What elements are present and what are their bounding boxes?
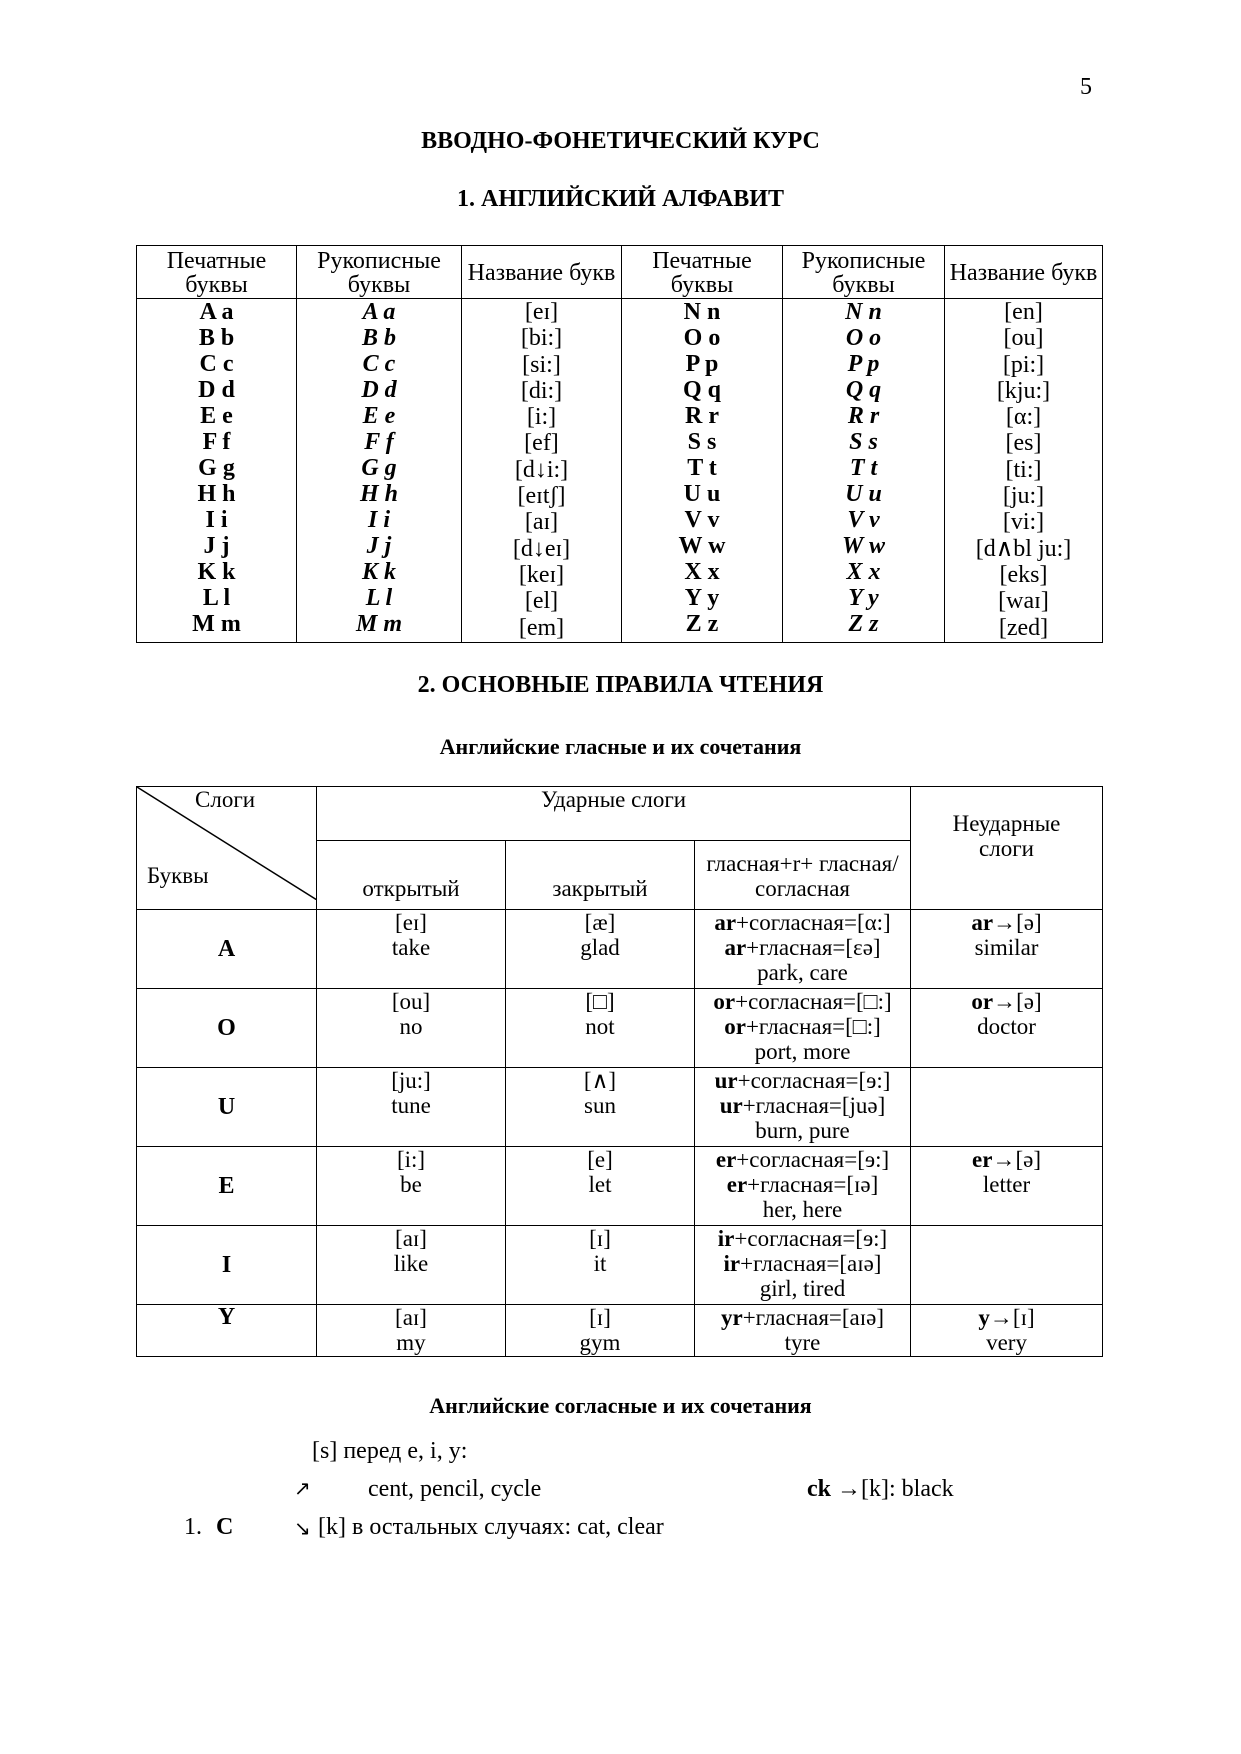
alphabet-body-row: [137, 299, 1103, 643]
alphabet-handwritten-cell: Z z: [848, 611, 879, 637]
alphabet-handwritten-cell: G g: [361, 455, 397, 481]
alphabet-name-cell: [d∧bl ju:]: [975, 535, 1072, 562]
r-key: er: [715, 1147, 737, 1172]
ck-rest: →[k]: black: [831, 1476, 954, 1502]
alphabet-handwritten-cell: S s: [849, 429, 878, 455]
alphabet-printed-cell: N n: [683, 299, 721, 325]
alphabet-handwritten-cell: P p: [847, 351, 880, 377]
unstressed-key: er: [972, 1147, 993, 1172]
s-examples: cent, pencil, cycle: [368, 1476, 542, 1502]
open-header: открытый: [317, 841, 506, 910]
vowel-row: [137, 910, 1103, 989]
r-rest: +согласная=[α:]: [736, 910, 891, 935]
open-ipa: [eɪ]: [395, 910, 427, 935]
alphabet-name-cell: [kju:]: [996, 377, 1051, 404]
letters-label: Буквы: [147, 863, 209, 888]
unstressed-header: Неударные слоги: [911, 787, 1103, 910]
open-syllable-cell: [317, 1147, 506, 1226]
name-column-left: [462, 299, 622, 643]
unstressed-word: letter: [982, 1172, 1031, 1197]
r-examples: girl, tired: [759, 1276, 846, 1301]
r-key: ar: [714, 910, 737, 935]
r-examples: park, care: [757, 960, 848, 985]
closed-syllable-cell: [506, 989, 695, 1068]
open-word: take: [391, 935, 431, 960]
alphabet-printed-cell: X x: [684, 559, 720, 585]
open-word: tune: [391, 1093, 431, 1118]
header-handwritten: Рукописные буквы: [297, 246, 462, 299]
r-rule-1: [695, 1068, 910, 1093]
r-key: ar: [724, 935, 747, 960]
consonants-subtitle: Английские согласные и их сочетания: [429, 1393, 812, 1418]
alphabet-printed-cell: J j: [203, 533, 230, 559]
unstressed-cell: [911, 1068, 1103, 1147]
header-handwritten-2: Рукописные буквы: [783, 246, 945, 299]
alphabet-printed-cell: U u: [683, 481, 721, 507]
alphabet-handwritten-cell: O o: [845, 325, 882, 351]
r-rest: +гласная=[εə]: [746, 935, 881, 960]
ck-key: ck: [807, 1476, 831, 1502]
open-word: no: [399, 1014, 423, 1039]
vowel-letter: E: [137, 1147, 317, 1226]
alphabet-handwritten-cell: E e: [362, 403, 396, 429]
alphabet-name-cell: [eɪ]: [524, 299, 559, 325]
alphabet-printed-cell: Z z: [685, 611, 719, 637]
alphabet-printed-cell: W w: [678, 533, 726, 559]
vowel-row: [137, 1147, 1103, 1226]
alphabet-name-cell: [eɪtʃ]: [517, 483, 566, 510]
alphabet-handwritten-cell: J j: [366, 533, 392, 559]
unstressed-cell: [911, 1305, 1103, 1357]
r-syllable-cell: [695, 989, 911, 1068]
alphabet-name-cell: [ou]: [1003, 325, 1044, 352]
vowel-row: [137, 1068, 1103, 1147]
closed-ipa: [□]: [585, 989, 615, 1014]
alphabet-printed-cell: D d: [198, 377, 235, 403]
closed-syllable-cell: [506, 1305, 695, 1357]
r-rest: +гласная=[□:]: [745, 1014, 881, 1039]
open-syllable-cell: [317, 1226, 506, 1305]
header-printed: Печатные буквы: [137, 246, 297, 299]
open-syllable-cell: [317, 910, 506, 989]
r-rest: +согласная=[ɘ:]: [737, 1068, 891, 1093]
closed-ipa: [ɪ]: [589, 1305, 611, 1330]
vowels-body: [137, 910, 1103, 1357]
alphabet-printed-cell: A a: [199, 299, 234, 325]
unstressed-word: doctor: [977, 1014, 1036, 1039]
alphabet-printed-cell: Q q: [682, 377, 721, 403]
r-key: or: [724, 1014, 746, 1039]
vowel-letter: O: [137, 989, 317, 1068]
vowels-subtitle: Английские гласные и их сочетания: [439, 734, 802, 759]
header-name-2: Название букв: [945, 246, 1103, 299]
alphabet-handwritten-cell: R r: [847, 403, 880, 429]
item-number: 1.: [184, 1514, 202, 1540]
section-2-title: 2. ОСНОВНЫЕ ПРАВИЛА ЧТЕНИЯ: [417, 672, 824, 698]
r-syllable-cell: [695, 1147, 911, 1226]
r-rule-1: [695, 1226, 910, 1251]
vowel-letter: A: [137, 910, 317, 989]
r-rest: +согласная=[ɘ:]: [736, 1147, 890, 1172]
alphabet-printed-cell: E e: [200, 403, 233, 429]
closed-ipa: [æ]: [584, 910, 616, 935]
alphabet-handwritten-cell: A a: [362, 299, 396, 325]
alphabet-printed-cell: G g: [198, 455, 235, 481]
vowel-row: [137, 1305, 1103, 1357]
r-rule-2: [695, 935, 910, 960]
alphabet-header-row: [137, 246, 1103, 299]
alphabet-handwritten-cell: M m: [355, 611, 402, 637]
r-syllable-cell: [695, 910, 911, 989]
unstressed-key: or: [971, 989, 994, 1014]
s-rule: [s] перед е, i, y:: [312, 1438, 468, 1464]
unstressed-cell: [911, 910, 1103, 989]
page-number: 5: [1080, 74, 1092, 100]
alphabet-name-cell: [α:]: [1005, 404, 1042, 431]
open-word: my: [396, 1330, 426, 1355]
alphabet-table: [136, 245, 1103, 643]
name-column-right: [945, 299, 1103, 643]
open-word: like: [393, 1251, 429, 1276]
course-title: ВВОДНО-ФОНЕТИЧЕСКИЙ КУРС: [421, 128, 820, 154]
r-rule-2: [695, 1093, 910, 1118]
alphabet-name-cell: [es]: [1005, 430, 1042, 457]
alphabet-handwritten-cell: W w: [842, 533, 885, 559]
alphabet-printed-cell: S s: [687, 429, 717, 455]
unstressed-key: y: [978, 1305, 990, 1330]
unstressed-key: ar: [971, 910, 994, 935]
ck-rule: [807, 1476, 954, 1503]
alphabet-printed-cell: M m: [192, 611, 241, 637]
printed-column-left: [137, 299, 297, 643]
alphabet-printed-cell: R r: [685, 403, 719, 429]
alphabet-name-cell: [pi:]: [1002, 351, 1045, 378]
alphabet-name-cell: [bi:]: [520, 325, 563, 352]
alphabet-printed-cell: B b: [198, 325, 235, 351]
open-syllable-cell: [317, 1068, 506, 1147]
alphabet-name-cell: [ef]: [524, 430, 559, 457]
alphabet-name-cell: [waɪ]: [998, 588, 1049, 615]
alphabet-handwritten-cell: H h: [359, 481, 398, 507]
r-rest: +согласная=[ɘ:]: [734, 1226, 888, 1251]
alphabet-printed-cell: F f: [202, 429, 231, 455]
r-key: ir: [723, 1251, 741, 1276]
open-ipa: [aɪ]: [395, 1305, 427, 1330]
header-name: Название букв: [462, 246, 622, 299]
r-key: yr: [720, 1305, 743, 1330]
section-1-title: 1. АНГЛИЙСКИЙ АЛФАВИТ: [457, 186, 784, 212]
closed-word: glad: [580, 935, 620, 960]
alphabet-handwritten-cell: X x: [846, 559, 881, 585]
alphabet-name-cell: [d↓eɪ]: [512, 535, 571, 562]
alphabet-printed-cell: H h: [197, 481, 236, 507]
r-syllable-cell: [695, 1226, 911, 1305]
alphabet-handwritten-cell: D d: [361, 377, 397, 403]
vowels-table: [136, 786, 1103, 1357]
r-key: ur: [719, 1093, 743, 1118]
closed-syllable-cell: [506, 1226, 695, 1305]
vowel-row: [137, 989, 1103, 1068]
closed-word: let: [588, 1172, 612, 1197]
alphabet-name-cell: [eks]: [999, 561, 1048, 588]
open-ipa: [i:]: [396, 1147, 426, 1172]
alphabet-handwritten-cell: V v: [847, 507, 880, 533]
closed-ipa: [ɪ]: [589, 1226, 611, 1251]
diagonal-header-cell: [137, 787, 317, 910]
r-rest: +гласная=[ɪə]: [747, 1172, 879, 1197]
alphabet-handwritten-cell: U u: [845, 481, 882, 507]
closed-syllable-cell: [506, 910, 695, 989]
down-arrow-icon: ↘: [294, 1516, 311, 1540]
unstressed-word: very: [986, 1330, 1027, 1355]
alphabet-name-cell: [el]: [524, 588, 559, 615]
open-syllable-cell: [317, 1305, 506, 1357]
syllables-label: Слоги: [195, 787, 256, 812]
alphabet-printed-cell: Y y: [684, 585, 720, 611]
alphabet-printed-cell: O o: [683, 325, 721, 351]
vowel-letter: U: [137, 1068, 317, 1147]
closed-ipa: [e]: [587, 1147, 613, 1172]
open-word: be: [400, 1172, 422, 1197]
unstressed-rule: [911, 910, 1102, 935]
unstressed-rest: →[ə]: [993, 989, 1042, 1014]
alphabet-printed-cell: I i: [205, 507, 228, 533]
unstressed-word: similar: [974, 935, 1039, 960]
unstressed-cell: [911, 989, 1103, 1068]
alphabet-handwritten-cell: C c: [362, 351, 396, 377]
alphabet-handwritten-cell: B b: [361, 325, 396, 351]
r-rule-2: [695, 1014, 910, 1039]
alphabet-name-cell: [em]: [518, 614, 565, 641]
r-rule-2: [695, 1251, 910, 1276]
alphabet-name-cell: [en]: [1004, 299, 1043, 325]
handwritten-column-right: [783, 299, 945, 643]
r-key: er: [726, 1172, 748, 1197]
alphabet-handwritten-cell: N n: [845, 299, 882, 325]
alphabet-handwritten-cell: L l: [365, 585, 393, 611]
alphabet-name-cell: [d↓i:]: [514, 456, 569, 483]
r-header: гласная+r+ гласная/согласная: [695, 841, 911, 910]
alphabet-name-cell: [keɪ]: [518, 561, 565, 588]
alphabet-handwritten-cell: F f: [364, 429, 394, 455]
handwritten-column-left: [297, 299, 462, 643]
alphabet-name-cell: [ti:]: [1005, 456, 1042, 483]
alphabet-name-cell: [di:]: [520, 377, 563, 404]
r-rule-1: [695, 1147, 910, 1172]
unstressed-cell: [911, 1226, 1103, 1305]
closed-word: it: [593, 1251, 607, 1276]
open-ipa: [aɪ]: [395, 1226, 427, 1251]
stressed-header: Ударные слоги: [317, 787, 911, 841]
alphabet-printed-cell: V v: [684, 507, 720, 533]
closed-word: not: [585, 1014, 615, 1039]
r-rule-1: [695, 989, 910, 1014]
header-printed-2: Печатные буквы: [622, 246, 783, 299]
r-examples: tyre: [784, 1330, 821, 1355]
r-rest: +гласная=[aɪə]: [742, 1305, 885, 1330]
unstressed-rule: [911, 1305, 1102, 1330]
vowel-letter: Y: [137, 1305, 317, 1357]
vowels-header-row-1: [137, 787, 1103, 841]
alphabet-printed-cell: C c: [199, 351, 234, 377]
r-rule-2: [695, 1172, 910, 1197]
unstressed-rule: [911, 1147, 1102, 1172]
k-rule: [k] в остальных случаях: cat, clear: [318, 1514, 664, 1540]
unstressed-cell: [911, 1147, 1103, 1226]
r-rest: +гласная=[aɪə]: [740, 1251, 882, 1276]
open-syllable-cell: [317, 989, 506, 1068]
alphabet-printed-cell: P p: [685, 351, 719, 377]
alphabet-printed-cell: L l: [202, 585, 231, 611]
open-ipa: [ju:]: [391, 1068, 431, 1093]
closed-word: sun: [584, 1093, 616, 1118]
closed-syllable-cell: [506, 1147, 695, 1226]
r-examples: her, here: [762, 1197, 843, 1222]
alphabet-name-cell: [aɪ]: [524, 509, 559, 536]
alphabet-handwritten-cell: I i: [367, 507, 390, 533]
closed-syllable-cell: [506, 1068, 695, 1147]
printed-column-right: [622, 299, 783, 643]
closed-ipa: [∧]: [583, 1068, 617, 1093]
r-examples: burn, pure: [755, 1118, 850, 1143]
alphabet-name-cell: [vi:]: [1002, 509, 1045, 536]
unstressed-rest: →[ə]: [992, 1147, 1041, 1172]
item-letter: C: [216, 1514, 234, 1540]
alphabet-handwritten-cell: Q q: [845, 377, 882, 403]
closed-header: закрытый: [506, 841, 695, 910]
r-rest: +гласная=[juə]: [742, 1093, 886, 1118]
r-syllable-cell: [695, 1068, 911, 1147]
alphabet-printed-cell: T t: [687, 455, 717, 481]
unstressed-rule: [911, 989, 1102, 1014]
r-rest: +согласная=[□:]: [735, 989, 892, 1014]
open-ipa: [ou]: [391, 989, 431, 1014]
alphabet-name-cell: [i:]: [526, 404, 557, 431]
unstressed-rest: →[ɪ]: [989, 1305, 1035, 1330]
r-key: or: [713, 989, 736, 1014]
alphabet-handwritten-cell: Y y: [848, 585, 879, 611]
alphabet-name-cell: [ju:]: [1002, 483, 1045, 510]
r-key: ur: [714, 1068, 738, 1093]
r-syllable-cell: [695, 1305, 911, 1357]
alphabet-handwritten-cell: T t: [849, 455, 878, 481]
alphabet-printed-cell: K k: [197, 559, 236, 585]
alphabet-name-cell: [zed]: [998, 614, 1049, 641]
r-rule-1: [695, 1305, 910, 1330]
vowel-row: [137, 1226, 1103, 1305]
alphabet-handwritten-cell: K k: [361, 559, 396, 585]
closed-word: gym: [579, 1330, 621, 1355]
up-arrow-icon: ↗: [294, 1476, 311, 1500]
alphabet-name-cell: [si:]: [522, 351, 561, 378]
r-rule-1: [695, 910, 910, 935]
vowel-letter: I: [137, 1226, 317, 1305]
r-examples: port, more: [754, 1039, 851, 1064]
unstressed-rest: →[ə]: [993, 910, 1042, 935]
r-key: ir: [717, 1226, 735, 1251]
